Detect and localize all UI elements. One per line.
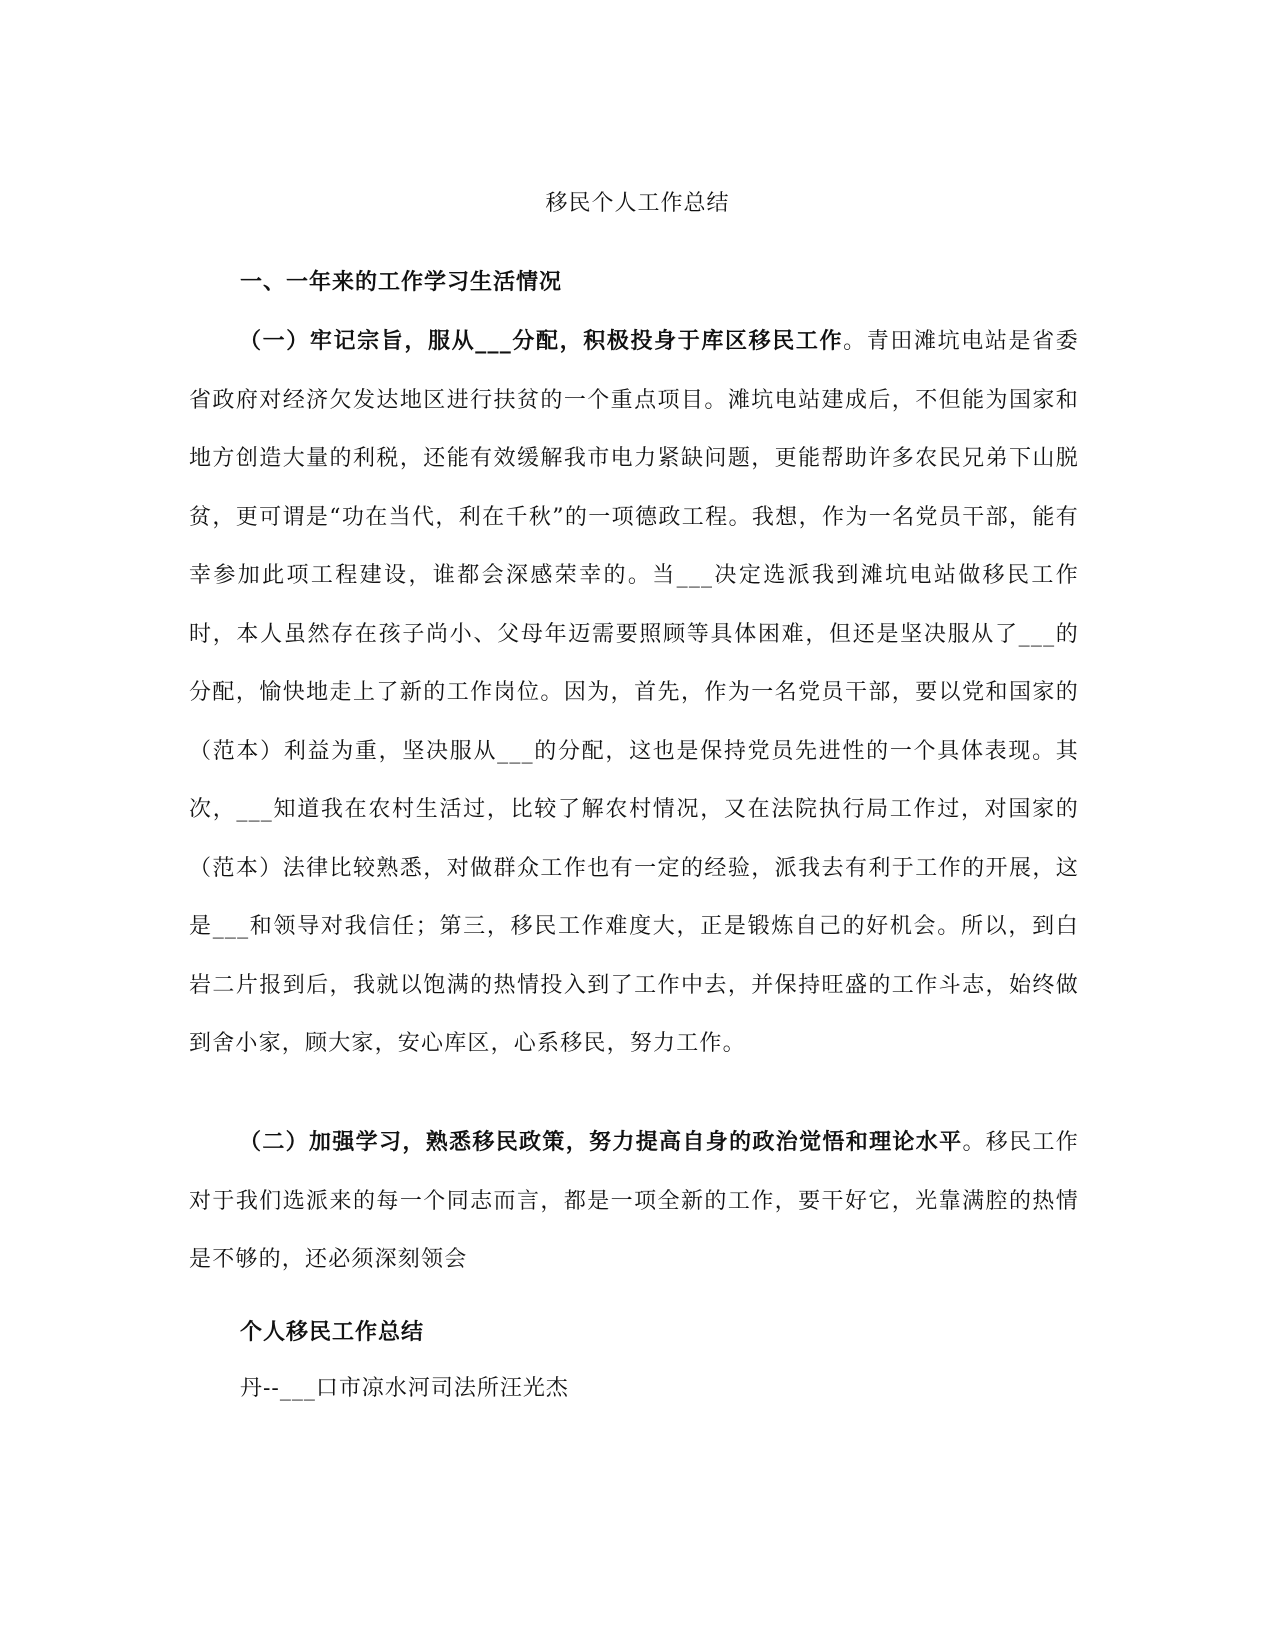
paragraph-mission-assignment (189, 312, 1079, 1074)
paragraph-body: 。移民工作对于我们选派来的每一个同志而言，都是一项全新的工作，要干好它，光靠满腔的热情是不够的，还必须深刻领会 (189, 1130, 1079, 1272)
paragraph-lead-bold: （二）加强学习，熟悉移民政策，努力提高自身的政治觉悟和理论水平 (239, 1129, 963, 1155)
paragraph-study-policy (189, 1113, 1079, 1290)
paragraph-lead-bold: （一）牢记宗旨，服从___分配，积极投身于库区移民工作 (239, 328, 844, 354)
author-line: 丹--___口市凉水河司法所汪光杰 (240, 1376, 569, 1401)
paragraph-body: 。青田滩坑电站是省委省政府对经济欠发达地区进行扶贫的一个重点项目。滩坑电站建成后，不但能为国家和地方创造大量的利税，还能有效缓解我市电力紧缺问题，更能帮助许多农民兄弟下山脱贫，更可谓是“功在当代，利在千秋”的一项德政工程。我想，作为一名党员干部，能有幸参加此项工程建设，谁都会深感荣幸的。当___决定选派我到滩坑电站做移民工作时，本人虽然存在孩子尚小、父母年迈需要照顾等具体困难，但还是坚决服从了___的分配，愉快地走上了新的工作岗位。因为，首先，作为一名党员干部，要以党和国家的（范本）利益为重，坚决服从___的分配，这也是保持党员先进性的一个具体表现。其次，___知道我在农村生活过，比较了解农村情况，又在法院执行局工作过，对国家的（范本）法律比较熟悉，对做群众工作也有一定的经验，派我去有利于工作的开展，这是___和领导对我信任；第三，移民工作难度大，正是锻炼自己的好机会。所以，到白岩二片报到后，我就以饱满的热情投入到了工作中去，并保持旺盛的工作斗志，始终做到舍小家，顾大家，安心库区，心系移民，努力工作。 (189, 329, 1079, 1056)
section-heading-personal-summary: 个人移民工作总结 (240, 1319, 425, 1345)
section-heading-work-study-life: 一、一年来的工作学习生活情况 (240, 269, 563, 295)
document-title: 移民个人工作总结 (545, 191, 730, 216)
